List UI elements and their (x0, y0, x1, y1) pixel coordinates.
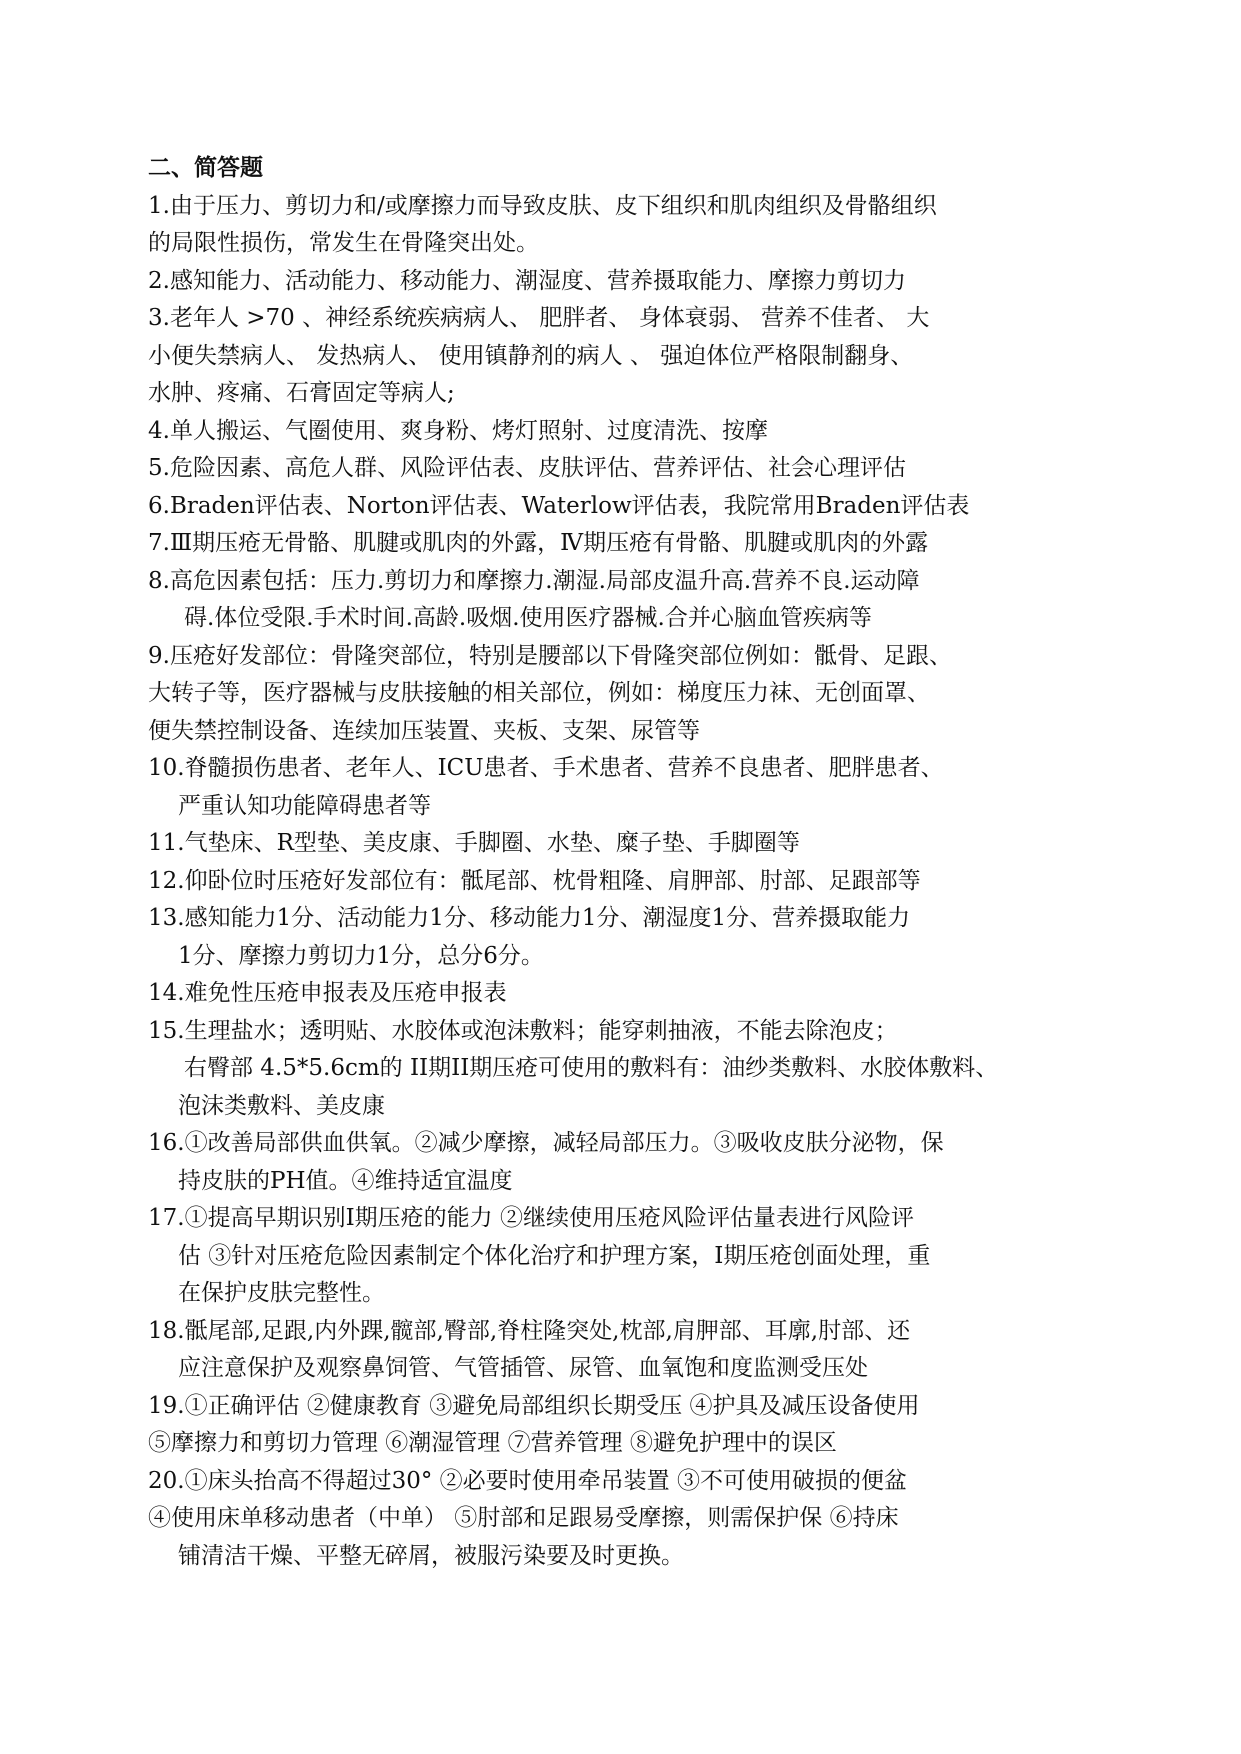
answer-line: 18.骶尾部,足跟,内外踝,髋部,臀部,脊柱隆突处,枕部,肩胛部、耳廓,肘部、还 (148, 1317, 911, 1344)
answer-line: 7.Ⅲ期压疮无骨骼、肌腱或肌肉的外露，Ⅳ期压疮有骨骼、肌腱或肌肉的外露 (148, 530, 929, 556)
answer-line: 持皮肤的PH值。④维持适宜温度 (178, 1167, 513, 1194)
answer-line: 15.生理盐水；透明贴、水胶体或泡沫敷料；能穿刺抽液，不能去除泡皮； (148, 1017, 898, 1044)
answer-line: 1.由于压力、剪切力和/或摩擦力而导致皮肤、皮下组织和肌肉组织及骨骼组织 (148, 192, 937, 219)
answer-line: 碍.体位受限.手术时间.高龄.吸烟.使用医疗器械.合并心脑血管疾病等 (184, 605, 872, 631)
answer-line: 10.脊髓损伤患者、老年人、ICU患者、手术患者、营养不良患者、肥胖患者、 (148, 755, 944, 781)
section-title: 二、简答题 (148, 155, 263, 181)
answer-line: 4.单人搬运、气圈使用、爽身粉、烤灯照射、过度清洗、按摩 (148, 417, 768, 444)
answer-line: 1分、摩擦力剪切力1分，总分6分。 (178, 942, 544, 969)
answer-line: 12.仰卧位时压疮好发部位有：骶尾部、枕骨粗隆、肩胛部、肘部、足跟部等 (148, 867, 921, 894)
answer-line: 大转子等，医疗器械与皮肤接触的相关部位，例如：梯度压力袜、无创面罩、 (148, 680, 930, 706)
answer-line: 便失禁控制设备、连续加压装置、夹板、支架、尿管等 (148, 717, 700, 744)
answer-line: 2.感知能力、活动能力、移动能力、潮湿度、营养摄取能力、摩擦力剪切力 (148, 267, 906, 294)
answer-lines (148, 188, 1078, 1576)
answer-content (148, 150, 1078, 1575)
answer-line: 9.压疮好发部位：骨隆突部位，特别是腰部以下骨隆突部位例如：骶骨、足跟、 (148, 642, 952, 669)
answer-line: 铺清洁干燥、平整无碎屑，被服污染要及时更换。 (178, 1542, 684, 1569)
answer-line: 应注意保护及观察鼻饲管、气管插管、尿管、血氧饱和度监测受压处 (178, 1355, 868, 1381)
answer-line: 11.气垫床、R型垫、美皮康、手脚圈、水垫、糜子垫、手脚圈等 (148, 830, 800, 856)
answer-line: ⑤摩擦力和剪切力管理 ⑥潮湿管理 ⑦营养管理 ⑧避免护理中的误区 (148, 1430, 837, 1456)
answer-line: 14.难免性压疮申报表及压疮申报表 (148, 980, 507, 1006)
answer-line: 17.①提高早期识别Ⅰ期压疮的能力 ②继续使用压疮风险评估量表进行风险评 (148, 1205, 914, 1231)
answer-line: 的局限性损伤，常发生在骨隆突出处。 (148, 230, 539, 256)
answer-line: 19.①正确评估 ②健康教育 ③避免局部组织长期受压 ④护具及减压设备使用 (148, 1392, 920, 1419)
answer-line: 泡沫类敷料、美皮康 (178, 1092, 385, 1119)
answer-line: ④使用床单移动患者（中单） ⑤肘部和足跟易受摩擦，则需保护保 ⑥持床 (148, 1505, 899, 1531)
answer-line: 在保护皮肤完整性。 (178, 1280, 385, 1306)
answer-line: 严重认知功能障碍患者等 (178, 792, 431, 819)
answer-line: 13.感知能力1分、活动能力1分、移动能力1分、潮湿度1分、营养摄取能力 (148, 905, 911, 931)
answer-line: 小便失禁病人、 发热病人、 使用镇静剂的病人 、 强迫体位严格限制翻身、 (148, 342, 914, 369)
answer-line: 5.危险因素、高危人群、风险评估表、皮肤评估、营养评估、社会心理评估 (148, 455, 906, 481)
answer-line: 16.①改善局部供血供氧。②减少摩擦，减轻局部压力。③吸收皮肤分泌物，保 (148, 1130, 944, 1156)
answer-line: 估 ③针对压疮危险因素制定个体化治疗和护理方案，Ⅰ期压疮创面处理，重 (178, 1242, 931, 1269)
answer-line: 右臀部 4.5*5.6cm的 II期II期压疮可使用的敷料有：油纱类敷料、水胶体敷料、 (184, 1055, 999, 1081)
answer-line: 20.①床头抬高不得超过30° ②必要时使用牵吊装置 ③不可使用破损的便盆 (148, 1467, 907, 1494)
answer-line: 水肿、疼痛、石膏固定等病人; (148, 380, 455, 406)
answer-line: 8.高危因素包括：压力.剪切力和摩擦力.潮湿.局部皮温升高.营养不良.运动障 (148, 567, 920, 594)
answer-line: 3.老年人 >70 、神经系统疾病病人、 肥胖者、 身体衰弱、 营养不佳者、 大 (148, 305, 930, 331)
answer-line: 6.Braden评估表、Norton评估表、Waterlow评估表，我院常用Braden评估表 (148, 492, 970, 519)
